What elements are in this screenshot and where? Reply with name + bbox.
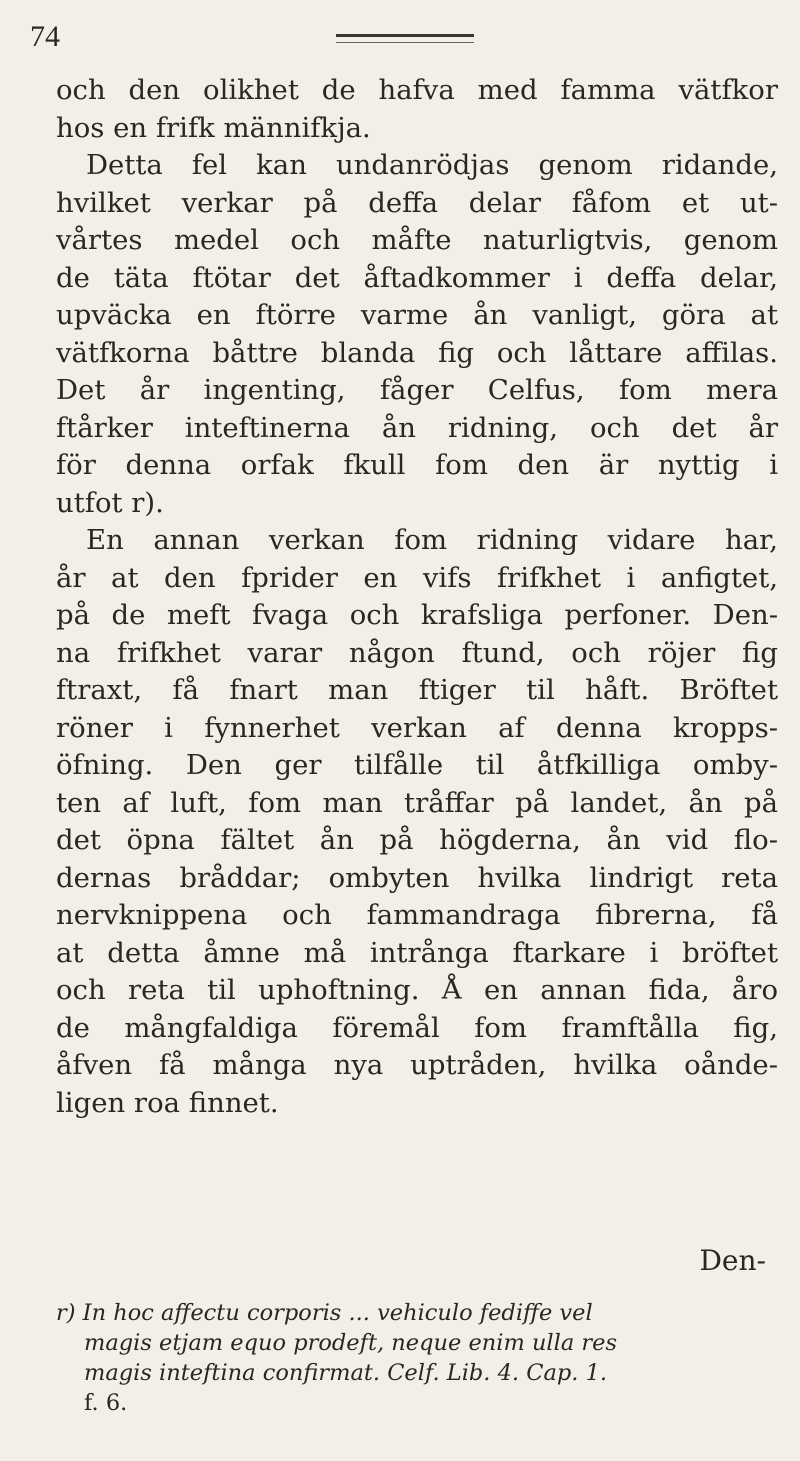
text-line: hvilket verkar på deffa delar fåfom et ut- [56,186,778,219]
text-line: Detta fel kan undanrödjas genom ridande, [86,149,778,181]
text-line: vårtes medel och måfte naturligtvis, genom [56,224,778,256]
text-line: hos en frifk männifkja. [56,111,371,144]
text-line: röner i fynnerhet verkan af denna kropps- [56,711,778,744]
text-line: na frifkhet varar någon ftund, och röjer fig [56,636,778,669]
text-line: utfot r). [56,486,164,519]
text-line: Det år ingenting, fåger Celfus, fom mera [56,374,778,406]
text-line: ftårker inteftinerna ån ridning, och det år [56,411,778,444]
text-line: ten af luft, fom man tråffar på landet, ån på [56,786,778,819]
text-line: de täta ftötar det åftadkommer i deffa delar, [56,261,778,294]
text-line: upväcka en ftörre varme ån vanligt, göra at [56,299,778,331]
text-line: åfven få många nya uptråden, hvilka oånde- [56,1049,778,1081]
text-line: ftraxt, få fnart man ftiger til håft. Bröftet [56,674,778,706]
text-line: at detta åmne må intrånga ftarkare i bröftet [56,936,778,969]
footnote-line: magis inteftina confirmat. Celf. Lib. 4. Cap. 1. [84,1360,608,1386]
text-line: för denna orfak fkull fom den är nyttig i [56,449,778,481]
body-text [56,72,778,1122]
text-line: nervknippena och fammandraga fibrerna, få [56,899,778,931]
text-line: på de meft fvaga och krafsliga perfoner. Den- [56,599,778,631]
text-line: de mångfaldiga föremål fom framftålla fig, [56,1011,778,1044]
footnote-line: f. 6. [84,1390,128,1416]
text-line: öfning. Den ger tilfålle til åtfkilliga omby- [56,749,778,781]
text-line: och reta til uphoftning. Å en annan fida, åro [56,974,778,1006]
header-rule [336,34,474,37]
text-line: och den olikhet de hafva med famma vätfkor [56,74,778,106]
footnote [56,1298,776,1418]
text-line: ligen roa finnet. [56,1086,279,1119]
text-line: En annan verkan fom ridning vidare har, [86,524,778,556]
page-number: 74 [30,20,60,53]
text-line: år at den fprider en vifs frifkhet i anfigtet, [56,561,778,594]
catchword: Den- [699,1244,766,1277]
text-line: dernas bråddar; ombyten hvilka lindrigt reta [56,861,778,894]
footnote-line: r) In hoc affectu corporis ... vehiculo fediffe vel [56,1300,593,1326]
footnote-line: magis etjam equo prodeft, neque enim ulla res [84,1330,618,1356]
text-line: det öpna fältet ån på högderna, ån vid flo- [56,824,778,856]
header-rule-thin [336,42,474,43]
text-line: vätfkorna båttre blanda fig och låttare affilas. [56,336,778,369]
